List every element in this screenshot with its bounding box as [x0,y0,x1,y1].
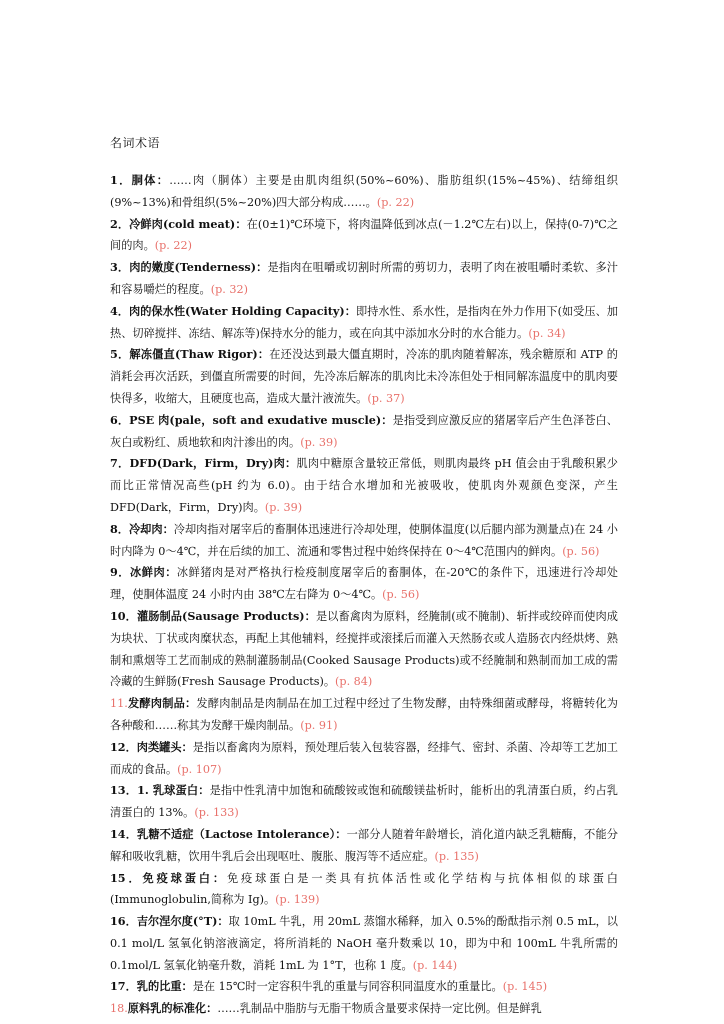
term-number: 9． [110,565,131,580]
page-reference: (p. 32) [210,282,248,296]
page-reference: (p. 37) [367,391,405,405]
term-name: 解冻僵直(Thaw Rigor) [129,347,258,362]
term-definition: 肌肉中糖原含量较正常低，则肌肉最终 pH 值会由于乳酸积累少而比正常情况高些(pH 约为 6.0)。由于结合水增加和光被吸收，使肌肉外观颜色变深，产生 DFD(Dark，Firm，Dry)肉。 [110,457,618,514]
term-entry [110,998,618,1020]
page-reference: (p. 135) [434,849,479,863]
term-number: 15． [110,870,143,885]
term-name: 免疫球蛋白 [142,870,213,885]
term-definition: 取 10mL 牛乳，用 20mL 蒸馏水稀释，加入 0.5%的酚酞指示剂 0.5 mL，以 0.1 mol/L 氢氧化钠溶液滴定，将所消耗的 NaOH 毫升数乘以 10，即为中和 100mL 牛乳所需的 0.1mol/L 氢氧化钠毫升数，消耗 1mL 为 1°T，也称 1 度。 [110,915,618,972]
term-entry [110,344,618,409]
term-name: 原料乳的标准化 [127,1001,207,1016]
term-separator: ： [256,260,268,275]
term-name: 冷却肉 [128,521,163,536]
page-reference: (p. 39) [264,500,303,514]
term-name: 胴体 [131,173,157,187]
term-name: PSE 肉(pale，soft and exudative muscle) [129,412,382,427]
term-number: 2． [110,216,130,231]
term-number: 14． [110,826,138,841]
page-title: 名词术语 [110,136,161,150]
term-entry [110,562,618,606]
term-separator: ： [165,565,177,580]
term-entry [110,257,618,301]
term-entry [110,301,618,345]
page-reference: (p. 145) [502,980,548,994]
term-definition: 发酵肉制品是肉制品在加工过程中经过了生物发酵，由特殊细菌或酵母，将糖转化为各种酸和……称其为发酵干燥肉制品。 [110,697,618,732]
term-number: 1． [110,173,132,187]
page-reference: (p. 39) [300,435,338,449]
page-reference: (p. 84) [335,675,373,689]
term-entry [110,911,618,976]
term-definition: 是在 15℃时一定容积牛乳的重量与同容积同温度水的重量比。 [192,980,503,994]
term-separator: ： [304,608,316,623]
term-name: 乳的比重 [136,979,182,994]
term-name: 乳糖不适症（Lactose Intolerance） [137,826,336,841]
term-number: 11. [110,697,128,711]
term-separator: ： [381,412,393,427]
term-number: 13． [110,783,138,798]
term-entry [110,214,618,258]
term-separator: ： [162,521,174,536]
term-number: 8． [110,521,129,536]
term-definition: 冰鲜猪肉是对严格执行检疫制度屠宰后的畜胴体，在-20℃的条件下，迅速进行冷却处理，使胴体温度 24 小时内由 38℃左右降为 0～4℃。 [110,566,618,602]
term-number: 10． [110,608,137,623]
term-entry [110,519,618,563]
term-definition: 是指肉在咀嚼或切割时所需的剪切力，表明了肉在被咀嚼时柔软、多汁和容易嚼烂的程度。 [110,261,618,296]
term-definition: 在(0±1)℃环境下，将肉温降低到冰点(－1.2℃左右)以上，保持(0-7)℃之间的肉。 [110,217,619,253]
term-entry [110,737,618,781]
term-name: 冰鲜肉 [130,565,166,580]
term-number: 7． [110,456,130,471]
term-definition: 即持水性、系水性，是指肉在外力作用下(如受压、加热、切碎搅拌、冻结、解冻等)保持水分的能力，或在向其中添加水分时的水合能力。 [110,304,618,340]
page-reference: (p. 107) [177,762,222,776]
term-entry [110,453,618,518]
term-name: 1. 乳球蛋白 [137,783,199,798]
page-reference: (p. 133) [194,806,239,820]
term-separator: ： [212,870,227,885]
term-entry [110,606,618,693]
term-separator: ： [257,347,270,362]
term-entry [110,170,618,214]
page-reference: (p. 56) [562,544,600,558]
term-number: 5． [110,347,130,362]
term-separator: ： [285,456,297,471]
page-reference: (p. 56) [382,588,420,602]
term-separator: ： [181,739,193,754]
term-separator: ： [198,783,210,798]
term-entry [110,868,618,912]
term-entry [110,976,618,998]
term-separator: ： [206,1001,218,1016]
term-name: 吉尔涅尔度(°T) [136,914,218,929]
term-definition: 是指以畜禽肉为原料，预处理后装入包装容器，经排气、密封、杀菌、冷却等工艺加工而成的食品。 [110,740,618,776]
term-definition: ……肉（胴体）主要是由肌肉组织(50%~60%)、脂肪组织(15%~45%)、结缔组织(9%~13%)和骨组织(5%~20%)四大部分构成……。 [110,174,618,209]
term-number: 18. [110,1002,128,1016]
term-name: 肉的嫩度(Tenderness) [129,260,257,275]
term-name: 肉的保水性(Water Holding Capacity) [129,303,345,318]
term-name: DFD(Dark，Firm，Dry)肉 [129,456,286,471]
term-entry [110,824,618,868]
term-definition: ……乳制品中脂肪与无脂干物质含量要求保持一定比例。但是鲜乳 [217,1002,542,1016]
term-name: 发酵肉制品 [127,696,186,711]
page-reference: (p. 22) [154,239,193,253]
term-definition: 是以畜禽肉为原料，经腌制(或不腌制)、斩拌或绞碎而使肉成为块状、丁状或肉糜状态，再配上其他辅料，经搅拌或滚揉后而灌入天然肠衣或人造肠衣内经烘烤、熟制和熏烟等工艺而制成的熟制灌肠制品(Cooked Sausage Products)或不经腌制和熟制而加工成的需冷藏的生鲜肠(Fresh Sausage Products)。 [110,609,618,689]
term-number: 16． [110,914,137,929]
page-reference: (p. 22) [376,195,415,209]
term-definition: 一部分人随着年龄增长，消化道内缺乏乳糖酶，不能分解和吸收乳糖，饮用牛乳后会出现呕吐、腹胀、腹泻等不适应症。 [110,827,618,863]
term-number: 17． [110,979,137,994]
term-number: 6． [110,412,130,427]
term-name: 冷鲜肉(cold meat) [129,216,236,231]
term-separator: ： [344,303,356,318]
term-definition: 是指中性乳清中加饱和硫酸铵或饱和硫酸镁盐析时，能析出的乳清蛋白质，约占乳清蛋白的 13%。 [110,784,618,820]
term-separator: ： [185,696,197,711]
term-list [110,170,618,1020]
term-entry [110,410,618,454]
term-name: 灌肠制品(Sausage Products) [136,608,305,623]
term-name: 肉类罐头 [136,739,182,754]
term-separator: ： [235,216,247,231]
term-definition: 冷却肉指对屠宰后的畜胴体迅速进行冷却处理，使胴体温度(以后腿内部为测量点)在 24 小时内降为 0～4℃，并在后续的加工、流通和零售过程中始终保持在 0～4℃范围内的鲜肉。 [110,522,618,558]
term-number: 3． [110,260,130,275]
term-definition: 是指受到应激反应的猪屠宰后产生色泽苍白、灰白或粉红、质地软和肉汁渗出的肉。 [110,413,618,449]
page-reference: (p. 139) [275,893,320,907]
term-separator: ： [217,914,229,929]
page-reference: (p. 34) [528,326,566,340]
term-definition: 在还没达到最大僵直期时，冷冻的肌肉随着解冻，残余糖原和 ATP 的消耗会再次活跃，到僵直所需要的时间，先冷冻后解冻的肌肉比未冷冻但处于相同解冻温度中的肌肉要快得多，收缩大，且硬度也高，造成大量汁液流失。 [110,348,618,405]
page-reference: (p. 144) [412,958,458,972]
term-entry [110,780,618,824]
term-entry [110,693,618,737]
term-definition: 免疫球蛋白是一类具有抗体活性或化学结构与抗体相似的球蛋白(Immunoglobulin,简称为 Ig)。 [110,871,618,907]
term-separator: ： [156,173,170,187]
term-number: 4． [110,303,130,318]
term-separator: ： [335,826,347,841]
term-number: 12． [110,739,137,754]
page-reference: (p. 91) [300,718,338,732]
term-separator: ： [181,979,193,994]
